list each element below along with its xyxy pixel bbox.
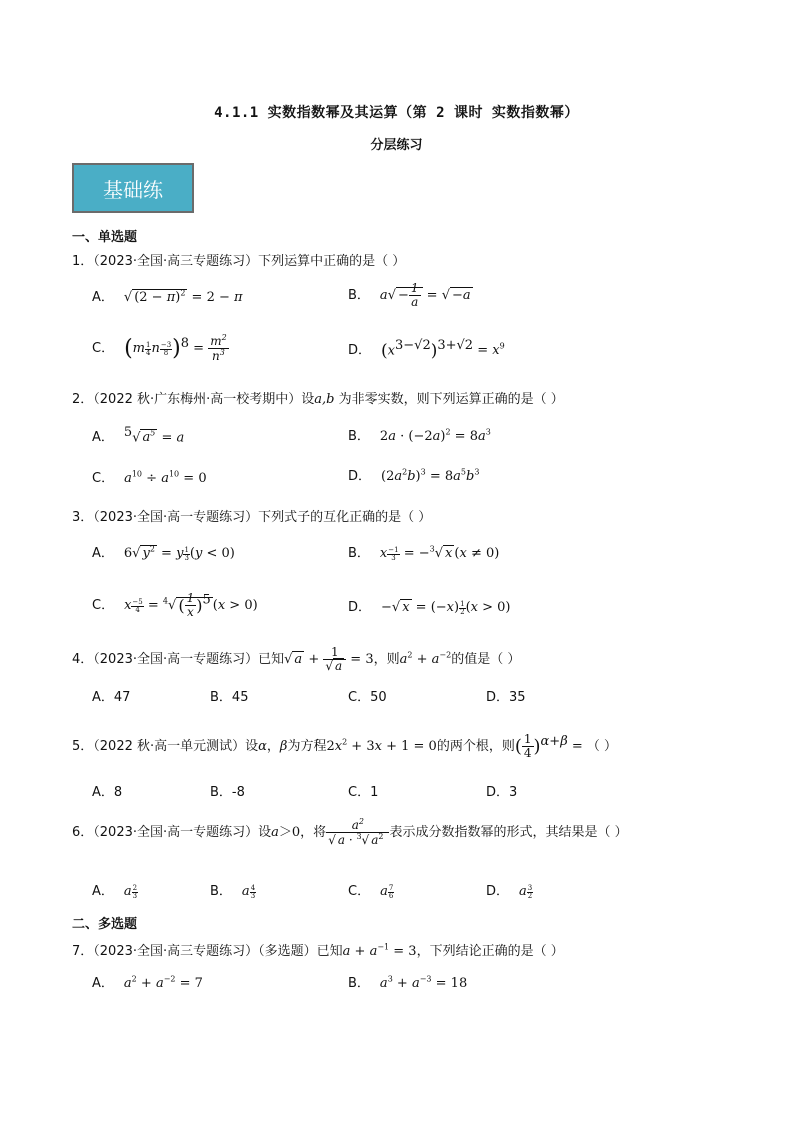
- q4-stem-mid: ，则: [373, 652, 400, 668]
- q7-option-a: A． $a^2 + a^{-2} = 7$: [92, 972, 203, 991]
- q5-option-a: A．8: [92, 785, 123, 800]
- q4-stem-post: 的值是（ ）: [451, 652, 521, 668]
- q3-option-a: A． 6√ $y^2 = y$ $\frac{1}{3}$ (y < 0): [92, 542, 235, 562]
- q5-option-c: C．1: [348, 785, 379, 800]
- q7-stem-pre: 7．（2023·全国·高三专题练习）（多选题）已知: [72, 944, 343, 959]
- q5-stem-mid: 为方程: [287, 739, 327, 755]
- q3-option-a-label: A．: [92, 546, 114, 561]
- question-7-stem: 7．（2023·全国·高三专题练习）（多选题）已知$a + a^{-1} = 3$，下列结论正确的是（ ）: [72, 942, 564, 959]
- q2-option-b-label: B．: [348, 429, 370, 444]
- q6-option-c: C． a $\frac{7}{6}$: [348, 880, 394, 900]
- q6-stem-pre: 6．（2023·全国·高一专题练习）设: [72, 825, 272, 841]
- q3-option-d: D． −√ x = (−x) $\frac{1}{2}$ (x > 0): [348, 596, 510, 616]
- question-4-stem: 4．（2023·全国·高一专题练习）已知√ a + $\frac{1}{√ a}$ = 3，则$a^2 + a^{-2}$的值是（ ）: [72, 645, 521, 674]
- q1-option-a: A． √ $(2 - \pi)^2 = 2 - \pi$: [92, 286, 243, 305]
- section-multi-choice: 二、多选题: [72, 917, 138, 932]
- q1-option-b: B． a√ − $\frac{1}{a}$ = √ −a: [348, 281, 471, 310]
- q6-option-a-label: A．: [92, 884, 114, 899]
- q1-option-c-label: C．: [92, 341, 115, 357]
- q2-option-a: A． $^5$√ $a^5 = a$: [92, 425, 185, 446]
- q7-option-b-label: B．: [348, 976, 370, 991]
- q2-option-c: C． $a^{10} \div a^{10} = 0$: [92, 467, 207, 486]
- q3-option-c-label: C．: [92, 598, 115, 614]
- q1-option-b-label: B．: [348, 288, 370, 304]
- q1-option-a-label: A．: [92, 290, 114, 305]
- q2-option-c-label: C．: [92, 471, 115, 486]
- q3-option-c: C． x $\frac{-5}{4}$ = $^4$√ ( $\frac{1}{x}$ )$^5$ (x > 0): [92, 591, 258, 620]
- page-subtitle: 分层练习: [370, 138, 423, 153]
- q5-option-d: D．3: [486, 785, 518, 800]
- q5-stem-pre: 5．（2022 秋·高一单元测试）设: [72, 739, 259, 755]
- q3-option-b-label: B．: [348, 546, 370, 561]
- question-1-stem: 1．（2023·全国·高三专题练习）下列运算中正确的是（ ）: [72, 254, 406, 269]
- q1-option-d: D． $(x^{3-√2})^{3+√2} = x^9$: [348, 338, 505, 361]
- q5-stem-mid2: 的两个根，则: [436, 739, 515, 755]
- q4-option-c: C．50: [348, 690, 387, 705]
- q5-option-b: B．-8: [210, 785, 245, 800]
- q7-stem-post: ，下列结论正确的是（ ）: [416, 944, 564, 959]
- q4-option-d: D．35: [486, 690, 526, 705]
- q6-option-b-label: B．: [210, 884, 232, 899]
- q6-option-b: B． a $\frac{4}{3}$: [210, 880, 256, 900]
- q2-option-a-label: A．: [92, 430, 114, 446]
- q7-option-a-label: A．: [92, 976, 114, 991]
- question-5-stem: 5．（2022 秋·高一单元测试）设α，β为方程$2x^2 + 3x + 1 = 0$的两个根，则( $\frac{1}{4}$ )$^{\alpha+\beta}$ = （ ）: [72, 732, 618, 761]
- q1-option-c: C． (m $\frac{1}{4}$ n $\frac{-3}{8}$ )$^8$ = $\frac{m^2}{n^3}$: [92, 333, 227, 364]
- q2-stem-pre: 2．（2022 秋·广东梅州·高一校考期中）设: [72, 392, 315, 407]
- q2-option-d: D． $(2a^2b)^3 = 8a^5b^3$: [348, 465, 479, 484]
- q1-option-d-label: D．: [348, 343, 372, 359]
- question-6-stem: 6．（2023·全国·高一专题练习）设a＞0，将 $\frac{a^2}{√ a \cdot ^3√ a^2}$ 表示成分数指数幂的形式，其结果是（ ）: [72, 817, 628, 848]
- q7-option-b: B． $a^3 + a^{-3} = 18$: [348, 972, 467, 991]
- question-2-stem: [72, 388, 564, 407]
- level-badge: 基础练: [72, 163, 194, 213]
- q5-stem-post: （ ）: [586, 739, 618, 755]
- q4-stem-pre: 4．（2023·全国·高一专题练习）已知: [72, 652, 285, 668]
- q2-option-d-label: D．: [348, 469, 372, 484]
- page-title: 4.1.1 实数指数幂及其运算（第 2 课时 实数指数幂）: [214, 105, 579, 121]
- q6-option-d-label: D．: [486, 884, 510, 899]
- q3-option-d-label: D．: [348, 600, 372, 615]
- q6-option-c-label: C．: [348, 884, 371, 899]
- section-single-choice: 一、单选题: [72, 230, 138, 245]
- q6-stem-post: 表示成分数指数幂的形式，其结果是（ ）: [389, 825, 628, 841]
- q6-option-d: D． a $\frac{3}{2}$: [486, 880, 533, 900]
- q4-option-a: A．47: [92, 690, 131, 705]
- q2-stem-post: 为非零实数，则下列运算正确的是（ ）: [334, 392, 564, 407]
- q2-option-b: B． $2a \cdot (-2a)^2 = 8a^3$: [348, 425, 491, 444]
- q3-option-b: B． x $\frac{-1}{3}$ = −$^3$√ x (x ≠ 0): [348, 542, 499, 562]
- q4-option-b: B．45: [210, 690, 249, 705]
- question-3-stem: 3．（2023·全国·高一专题练习）下列式子的互化正确的是（ ）: [72, 510, 432, 525]
- q6-stem-mid: ，将: [300, 825, 327, 841]
- q6-option-a: A． a $\frac{2}{3}$: [92, 880, 138, 900]
- q2-stem-var: a,b: [314, 392, 335, 407]
